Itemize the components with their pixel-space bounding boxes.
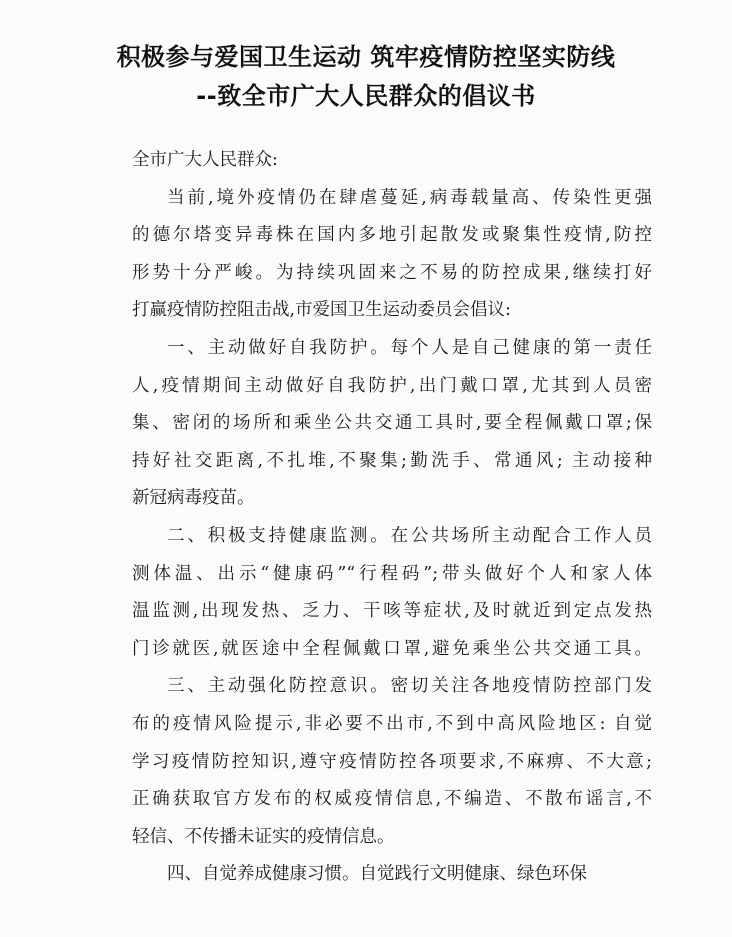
document-title [0,38,732,116]
paragraph-line: 门诊就医,就医途中全程佩戴口罩,避免乘坐公共交通工具。 [132,638,652,659]
paragraph-health-monitoring [132,518,652,668]
title-line-2: --致全市广大人民群众的倡议书 [196,82,536,110]
paragraph-self-protection [132,330,652,518]
paragraph-line: 布的疫情风险提示,非必要不出市,不到中高风险地区: 自觉 [132,713,652,734]
paragraph-line: 一、主动做好自我防护。每个人是自己健康的第一责任 [167,337,652,358]
paragraph-health-habits [132,856,652,894]
paragraph-line: 形势十分严峻。为持续巩固来之不易的防控成果,继续打好 [132,262,652,283]
paragraph-line: 打赢疫情防控阻击战,市爱国卫生运动委员会倡议: [132,300,511,321]
paragraph-line: 当前,境外疫情仍在肆虐蔓延,病毒载量高、传染性更强 [167,187,652,208]
paragraph-line: 温监测,出现发热、乏力、干咳等症状,及时就近到定点发热 [132,601,652,622]
paragraph-line: 四、自觉养成健康习惯。自觉践行文明健康、绿色环保 [167,864,587,885]
paragraph-line: 新冠病毒疫苗。 [132,488,255,509]
paragraph-line: 集、密闭的场所和乘坐公共交通工具时,要全程佩戴口罩;保 [132,413,652,434]
paragraph-line: 测体温、出示“健康码”“行程码”;带头做好个人和家人体 [132,563,652,584]
paragraph-line: 二、积极支持健康监测。在公共场所主动配合工作人员 [167,525,652,546]
title-line-1: 积极参与爱国卫生运动 筑牢疫情防控坚实防线 [116,43,616,71]
document-body [132,142,652,894]
paragraph-line: 的德尔塔变异毒株在国内多地引起散发或聚集性疫情,防控 [132,225,652,246]
salutation: 全市广大人民群众: [132,150,278,170]
paragraph-line: 人,疫情期间主动做好自我防护,出门戴口罩,尤其到人员密 [132,375,652,396]
paragraph-line: 学习疫情防控知识,遵守疫情防控各项要求,不麻痹、不大意; [132,751,652,772]
paragraph-line: 持好社交距离,不扎堆,不聚集;勤洗手、常通风; 主动接种 [132,450,652,471]
paragraph-line: 轻信、不传播未证实的疫情信息。 [132,826,395,847]
paragraph-prevention-awareness [132,668,652,856]
paragraph-line: 三、主动强化防控意识。密切关注各地疫情防控部门发 [167,676,652,697]
paragraph-line: 正确获取官方发布的权威疫情信息,不编造、不散布谣言,不 [132,789,652,810]
paragraph-intro [132,180,652,330]
